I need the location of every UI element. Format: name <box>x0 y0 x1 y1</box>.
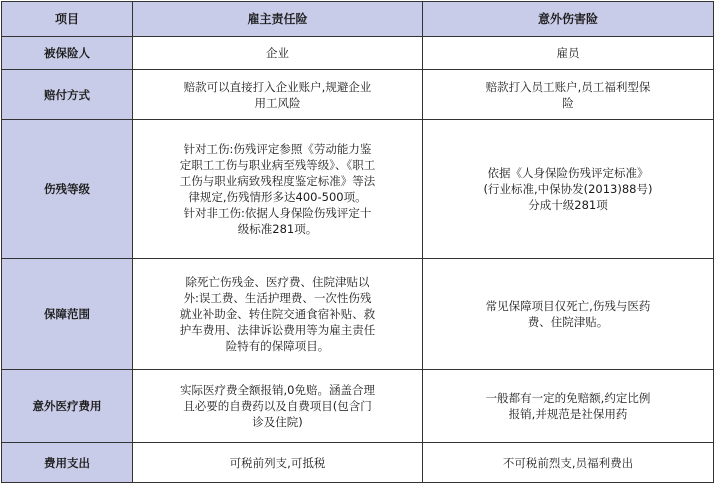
employer-cell <box>133 120 423 259</box>
disability-non-work-injury-text: 针对非工伤:依据人身保险伤残评定十级标准281项。 <box>183 206 372 236</box>
header-employer-liability: 雇主责任险 <box>133 2 423 37</box>
table-row <box>2 259 714 370</box>
employer-cell: 可税前列支,可抵税 <box>133 443 423 483</box>
row-label: 保障范围 <box>2 259 133 370</box>
row-label: 费用支出 <box>2 443 133 483</box>
row-label: 被保险人 <box>2 37 133 70</box>
comparison-table <box>1 1 714 483</box>
row-label: 伤残等级 <box>2 120 133 259</box>
accident-cell: 不可税前烈支,员福利费出 <box>423 443 714 483</box>
employer-cell: 赔款可以直接打入企业账户,规避企业用工风险 <box>133 70 423 120</box>
table-row <box>2 443 714 483</box>
header-item: 项目 <box>2 2 133 37</box>
row-label: 赔付方式 <box>2 70 133 120</box>
header-accident-insurance: 意外伤害险 <box>423 2 714 37</box>
row-label: 意外医疗费用 <box>2 370 133 443</box>
table-row <box>2 370 714 443</box>
accident-cell: 一般都有一定的免赔额,约定比例报销,并规范是社保用药 <box>423 370 714 443</box>
accident-cell: 雇员 <box>423 37 714 70</box>
accident-cell: 常见保障项目仅死亡,伤残与医药费、住院津贴。 <box>423 259 714 370</box>
table-row <box>2 70 714 120</box>
table-row <box>2 120 714 259</box>
accident-cell: 依据《人身保险伤残评定标准》(行业标准,中保协发(2013)88号)分成十级281项 <box>423 120 714 259</box>
employer-cell: 除死亡伤残金、医疗费、住院津贴以外:误工费、生活护理费、一次性伤残就业补助金、转住院交通食宿补贴、救护车费用、法律诉讼费用等为雇主责任险特有的保障项目。 <box>133 259 423 370</box>
accident-cell: 赔款打入员工账户,员工福利型保险 <box>423 70 714 120</box>
employer-cell: 企业 <box>133 37 423 70</box>
header-row <box>2 2 714 37</box>
table-row <box>2 37 714 70</box>
disability-work-injury-text: 针对工伤:伤残评定参照《劳动能力鉴定职工工伤与职业病至残等级》、《职工工伤与职业病致残程度鉴定标准》等法律规定,伤残情形多达400-500项。 <box>179 142 376 204</box>
employer-cell: 实际医疗费全额报销,0免赔。涵盖合理且必要的自费药以及自费项目(包含门诊及住院) <box>133 370 423 443</box>
